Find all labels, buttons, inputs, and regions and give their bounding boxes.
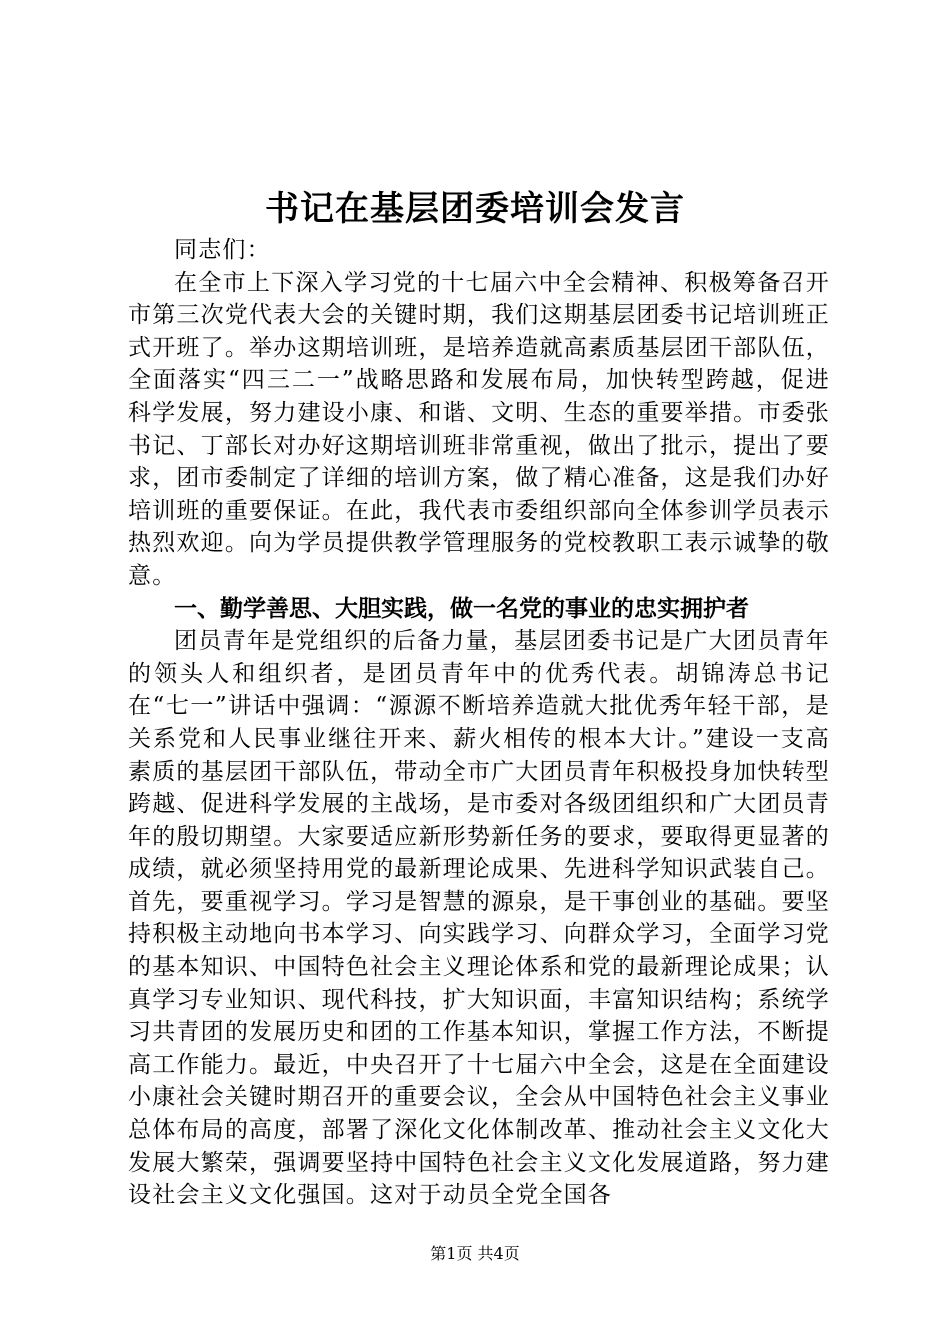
document-body (128, 234, 830, 1212)
section-heading-1: 一、勤学善思、大胆实践，做一名党的事业的忠实拥护者 (174, 595, 749, 622)
page-footer: 第1页 共4页 (430, 1244, 520, 1263)
paragraph-intro: 在全市上下深入学习党的十七届六中全会精神、积极筹备召开市第三次党代表大会的关键时期，我们这期基层团委书记培训班正式开班了。举办这期培训班，是培养造就高素质基层团干部队伍，全面落实“四三二一”战略思路和发展布局，加快转型跨越，促进科学发展，努力建设小康、和谐、文明、生态的重要举措。市委张书记、丁部长对办好这期培训班非常重视，做出了批示，提出了要求，团市委制定了详细的培训方案，做了精心准备，这是我们办好培训班的重要保证。在此，我代表市委组织部向全体参训学员表示热烈欢迎。向为学员提供教学管理服务的党校教职工表示诚挚的敬意。 (128, 269, 830, 589)
paragraph-section-1: 团员青年是党组织的后备力量，基层团委书记是广大团员青年的领头人和组织者，是团员青年中的优秀代表。胡锦涛总书记在“七一”讲话中强调：“源源不断培养造就大批优秀年轻干部，是关系党和人民事业继往开来、薪火相传的根本大计。”建设一支高素质的基层团干部队伍，带动全市广大团员青年积极投身加快转型跨越、促进科学发展的主战场，是市委对各级团组织和广大团员青年的殷切期望。大家要适应新形势新任务的要求，要取得更显著的成绩，就必须坚持用党的最新理论成果、先进科学知识武装自己。首先，要重视学习。学习是智慧的源泉，是干事创业的基础。要坚持积极主动地向书本学习、向实践学习、向群众学习，全面学习党的基本知识、中国特色社会主义理论体系和党的最新理论成果；认真学习专业知识、现代科技，扩大知识面，丰富知识结构；系统学习共青团的发展历史和团的工作基本知识，掌握工作方法，不断提高工作能力。最近，中央召开了十七届六中全会，这是在全面建设小康社会关键时期召开的重要会议，全会从中国特色社会主义事业总体布局的高度，部署了深化文化体制改革、推动社会主义文化大发展大繁荣，强调要坚持中国特色社会主义文化发展道路，努力建设社会主义文化强国。这对于动员全党全国各 (128, 628, 830, 1209)
salutation: 同志们： (174, 237, 271, 263)
document-title: 书记在基层团委培训会发言 (265, 189, 685, 229)
